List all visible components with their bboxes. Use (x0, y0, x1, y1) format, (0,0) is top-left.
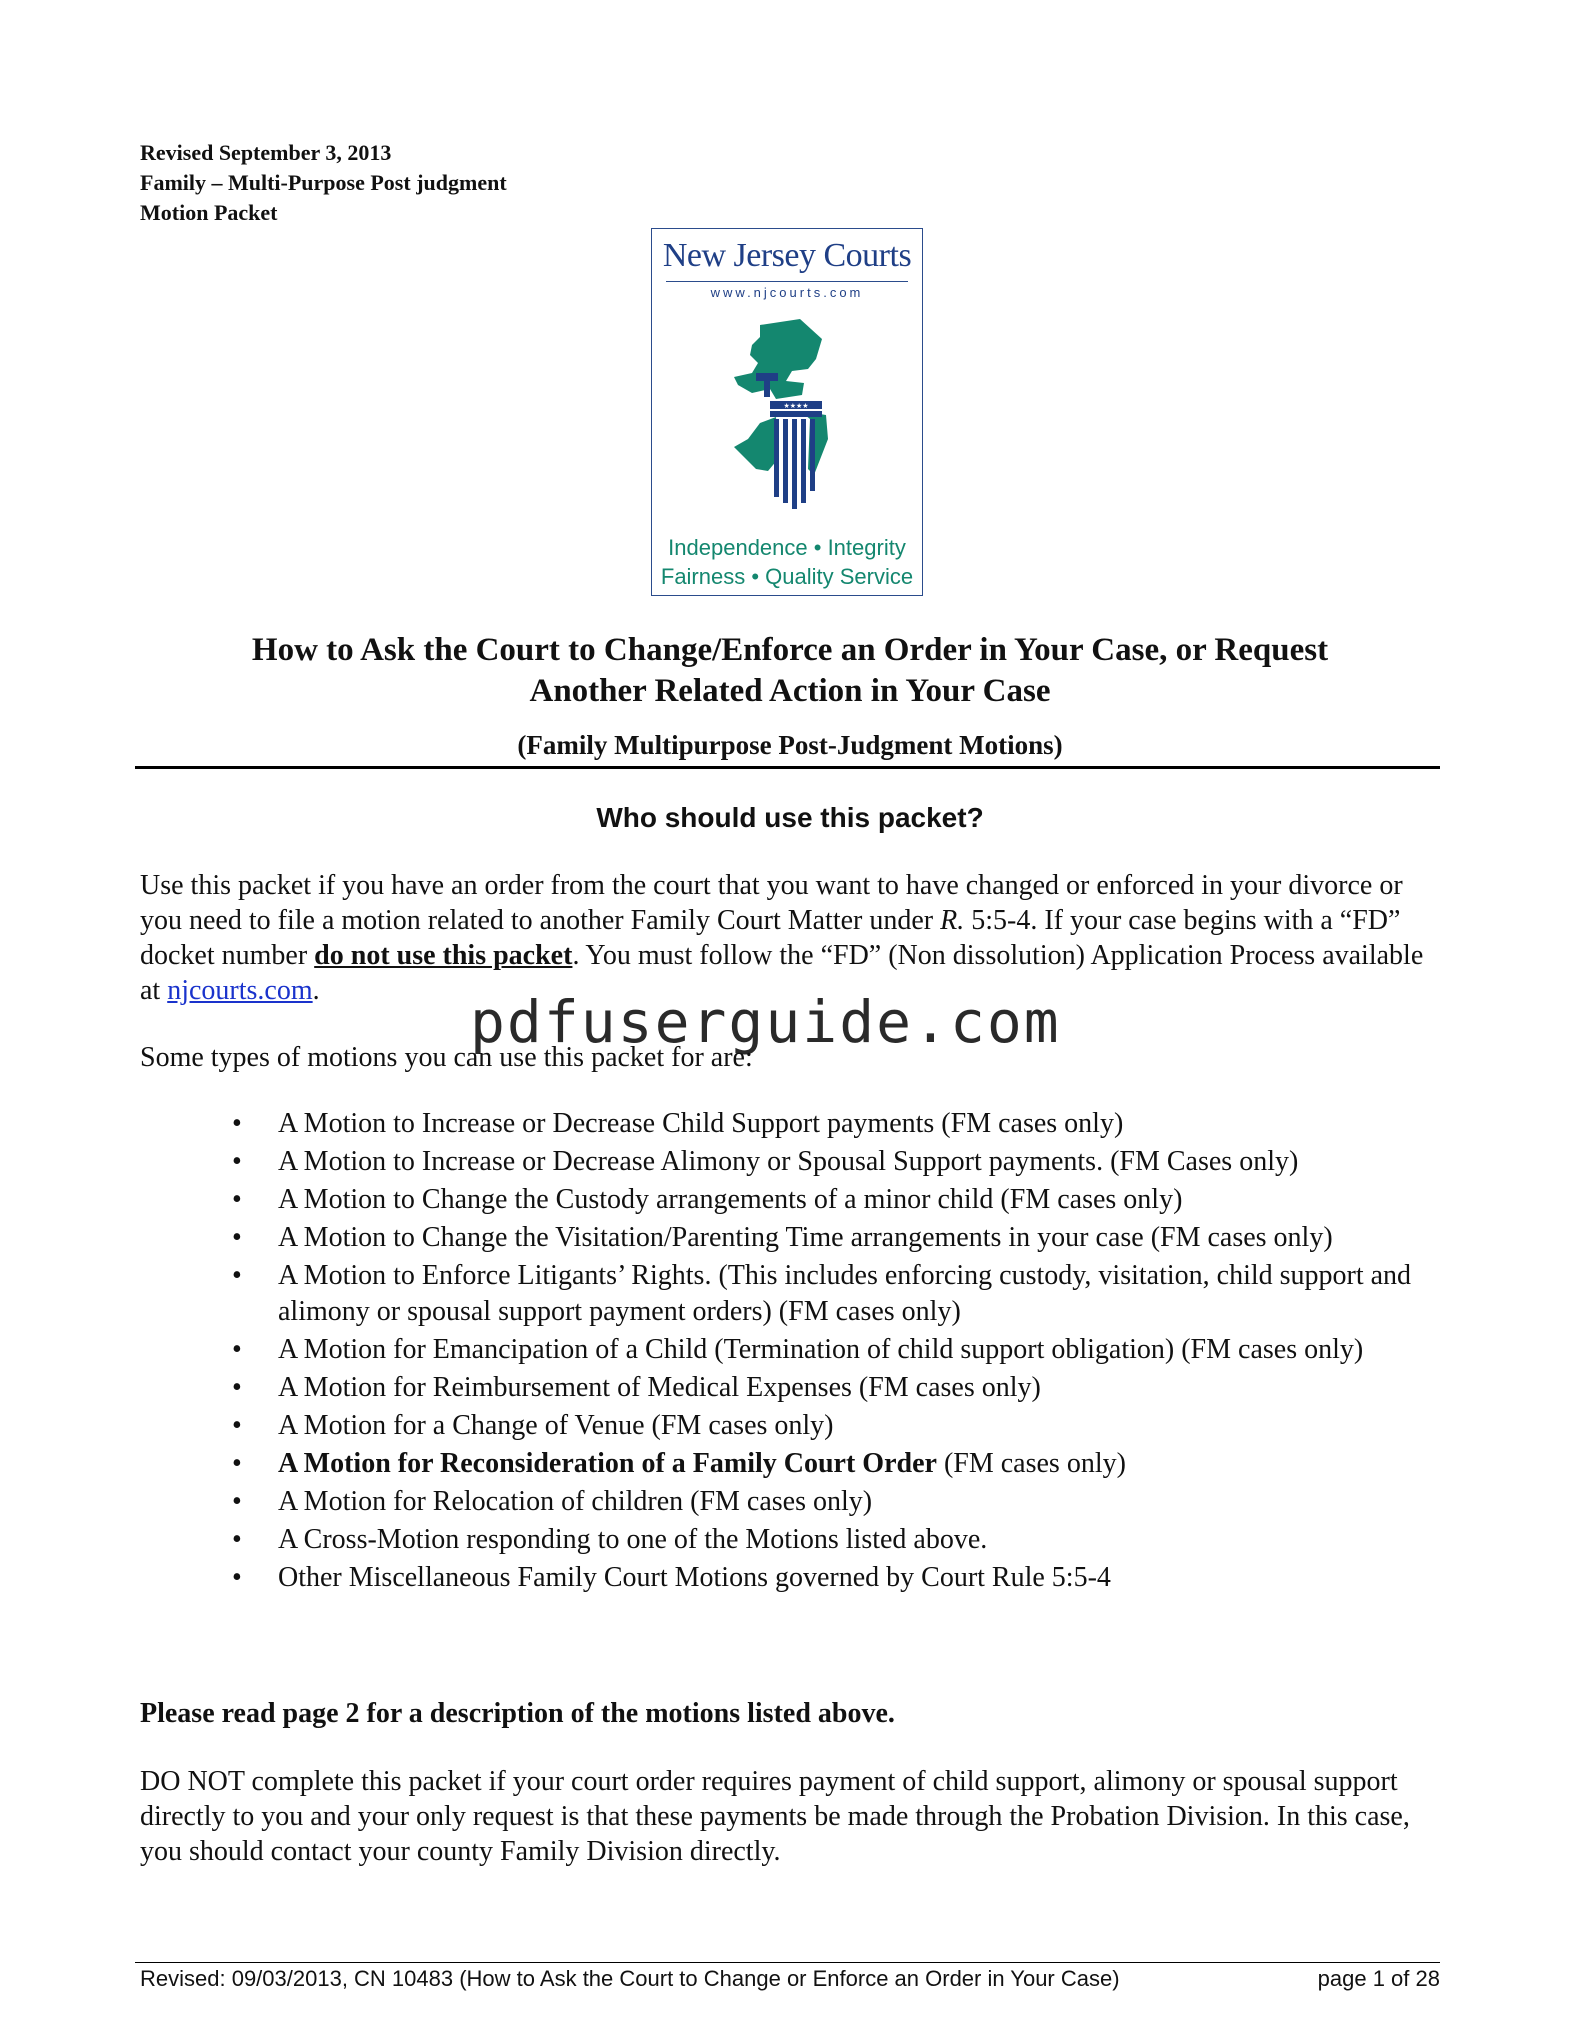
revision-date: Revised September 3, 2013 (140, 140, 392, 165)
nj-map-column-icon (730, 319, 840, 519)
list-item: • A Motion for Relocation of children (FM cases only) (232, 1484, 1452, 1520)
list-item: • A Motion for Emancipation of a Child (Termination of child support obligation) (FM cases only) (232, 1332, 1452, 1368)
bullet-icon: • (232, 1448, 242, 1479)
logo-url: www.njcourts.com (710, 285, 864, 300)
list-item: • A Motion for Reimbursement of Medical Expenses (FM cases only) (232, 1370, 1452, 1406)
do-not-complete-paragraph: DO NOT complete this packet if your court order requires payment of child support, alimony or spousal support directly to you and your only request is that these payments be made through the Probation Division. In this case, you should contact your county Family Division directly. (140, 1766, 1410, 1867)
list-item: • A Motion to Increase or Decrease Alimony or Spousal Support payments. (FM Cases only) (232, 1144, 1452, 1180)
reconsideration-motion: A Motion for Reconsideration of a Family Court Order (278, 1448, 937, 1479)
intro-text-2: 5:5-4. If your case begins with a “FD” docket number (140, 905, 1401, 971)
footer-divider (135, 1962, 1440, 1963)
bullet-icon: • (232, 1524, 242, 1555)
bullet-icon: • (232, 1222, 242, 1253)
page-title-line-1: How to Ask the Court to Change/Enforce an Order in Your Case, or Request (251, 632, 1329, 668)
page-title-line-2: Another Related Action in Your Case (529, 673, 1051, 709)
section-heading: Who should use this packet? (596, 802, 984, 833)
svg-text:★★★★: ★★★★ (783, 402, 809, 410)
read-page-2-note: Please read page 2 for a description of the motions listed above. (140, 1698, 895, 1729)
logo-motto-2: Fairness • Quality Service (660, 564, 914, 589)
list-item: • A Motion to Change the Custody arrangements of a minor child (FM cases only) (232, 1182, 1452, 1218)
motions-list (232, 1106, 1452, 1598)
types-intro: Some types of motions you can use this packet for are: (140, 1042, 753, 1073)
logo-motto-1: Independence • Integrity (668, 535, 906, 560)
bullet-icon: • (232, 1410, 242, 1441)
packet-category: Family – Multi-Purpose Post judgment (140, 170, 507, 195)
list-item: • A Motion to Increase or Decrease Child Support payments (FM cases only) (232, 1106, 1452, 1142)
intro-paragraph (140, 868, 1450, 1008)
packet-type: Motion Packet (140, 200, 278, 225)
nj-courts-logo (651, 228, 923, 596)
bullet-icon: • (232, 1184, 242, 1215)
logo-divider (666, 281, 908, 282)
intro-text-1: Use this packet if you have an order from the court that you want to have changed or enforced in your divorce or you need to file a motion related to another Family Court Matter under (140, 870, 1403, 936)
rule-reference: R. (940, 905, 965, 936)
logo-title: New Jersey Courts (662, 237, 912, 274)
bullet-icon: • (232, 1372, 242, 1403)
list-item: • A Cross-Motion responding to one of the Motions listed above. (232, 1522, 1452, 1558)
do-not-use-emphasis: do not use this packet (314, 940, 573, 971)
footer-revision: Revised: 09/03/2013, CN 10483 (How to Ask the Court to Change or Enforce an Order in Your Case) (140, 1966, 1120, 1991)
intro-text-4: . (312, 975, 320, 1006)
bullet-icon: • (232, 1260, 242, 1291)
bullet-icon: • (232, 1334, 242, 1365)
njcourts-link[interactable]: njcourts.com (167, 975, 313, 1006)
title-divider (135, 766, 1440, 769)
bullet-icon: • (232, 1562, 242, 1593)
page-subtitle: (Family Multipurpose Post-Judgment Motions) (517, 730, 1063, 760)
document-header (140, 138, 507, 228)
list-item: • A Motion to Enforce Litigants’ Rights. (This includes enforcing custody, visitation, child support and alimony or spousal support payment orders) (FM cases only) (232, 1260, 1412, 1327)
list-item: • A Motion for a Change of Venue (FM cases only) (232, 1408, 1452, 1444)
watermark: pdfuserguide.com (470, 988, 1061, 1056)
bullet-icon: • (232, 1486, 242, 1517)
list-item: • A Motion for Reconsideration of a Family Court Order (FM cases only) (232, 1446, 1452, 1482)
list-item: • Other Miscellaneous Family Court Motions governed by Court Rule 5:5-4 (232, 1560, 1452, 1596)
intro-text-3: . You must follow the “FD” (Non dissolution) Application Process available at (140, 940, 1424, 1006)
page-number: page 1 of 28 (1317, 1966, 1440, 1991)
bullet-icon: • (232, 1146, 242, 1177)
bullet-icon: • (232, 1108, 242, 1139)
list-item: • A Motion to Change the Visitation/Parenting Time arrangements in your case (FM cases only) (232, 1220, 1452, 1256)
